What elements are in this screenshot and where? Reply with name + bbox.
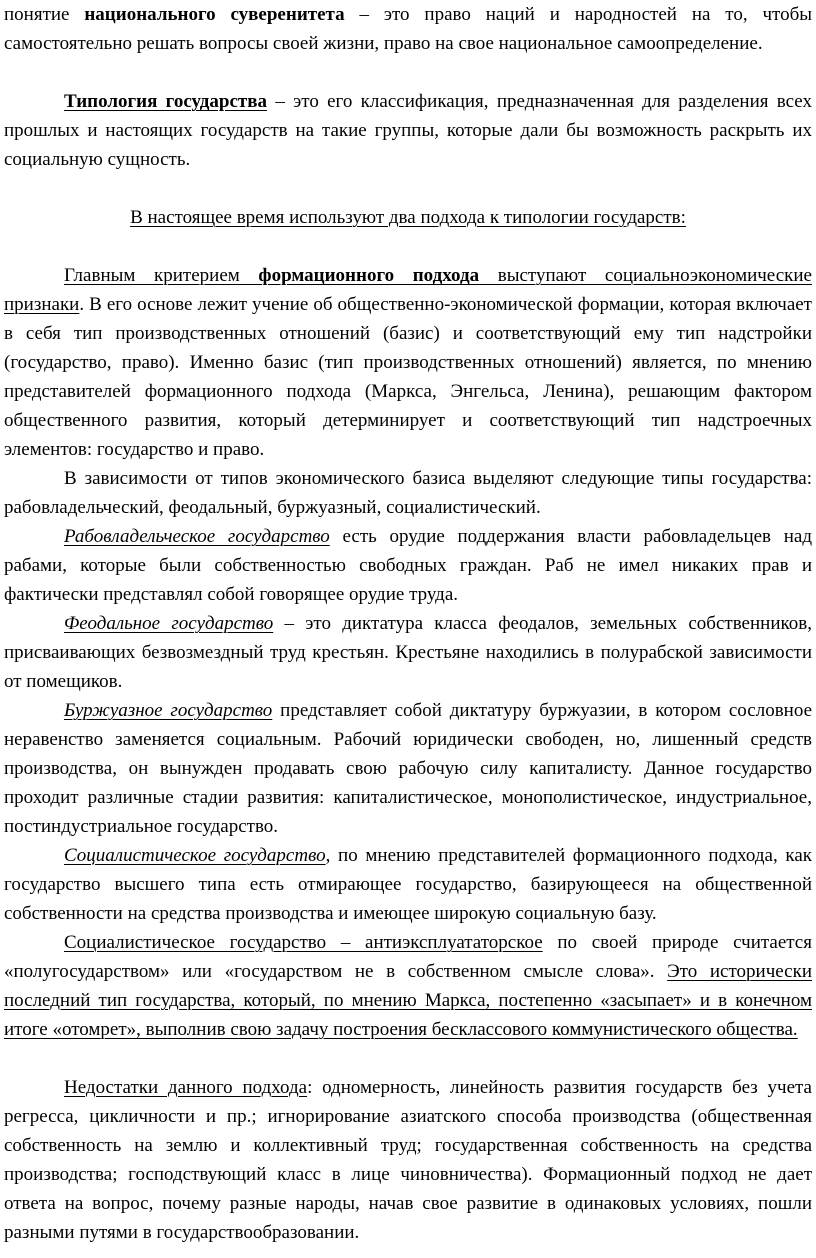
term-bourgeois-state: Буржуазное государство <box>64 700 273 721</box>
term-socialist-state: Социалистическое государство <box>64 845 326 866</box>
paragraph-drawbacks <box>4 1073 812 1247</box>
paragraph-socialist-state <box>4 841 812 928</box>
paragraph-slave-state <box>4 522 812 609</box>
paragraph-anti-exploitative <box>4 928 812 1044</box>
text-run: – это право наций и народностей на то, чтобы самостоятельно решать вопросы своей жизни, право на свое национальное самоопределение. <box>4 4 813 54</box>
text-run: , по мнению представителей формационного подхода, как государство высшего типа есть отмирающее государство, базирующееся на общественной собственности на средства производства и имеющее широкую социальную базу. <box>4 845 813 924</box>
text-run: Это исторически последний тип государства, который, по мнению Маркса, постепенно «засыпает» и в конечном итоге «отомрет», выполнив свою задачу построения бесклассового коммунистического общества. <box>4 961 812 1040</box>
paragraph-two-approaches <box>4 203 812 232</box>
paragraph-state-types <box>4 464 812 522</box>
term-slave-state: Рабовладельческое государство <box>64 526 330 547</box>
term-feudal-state: Феодальное государство <box>64 613 274 634</box>
paragraph-typology <box>4 87 812 174</box>
paragraph-formational-approach <box>4 261 812 464</box>
paragraph-feudal-state <box>4 609 812 696</box>
blank-line <box>4 174 812 203</box>
paragraph-sovereignty <box>4 0 812 58</box>
paragraph-bourgeois-state <box>4 696 812 841</box>
term-formational-approach: формационного подхода <box>258 265 480 286</box>
term-drawbacks: Недостатки данного подхода <box>64 1077 308 1098</box>
text-run: выступают социальноэкономические признаки <box>4 265 812 315</box>
text-run: Главным критерием <box>64 265 259 286</box>
text-run: есть орудие поддержания власти рабовладельцев над рабами, которые были собственностью свободных граждан. Раб не имел никаких прав и фактически представлял собой говорящее орудие труда. <box>4 526 812 605</box>
text-run: Социалистическое государство – антиэксплуататорское <box>64 932 543 953</box>
text-run: В настоящее время используют два подхода к типологии государств: <box>130 207 686 228</box>
text-run: : одномерность, линейность развития государств без учета регресса, цикличности и пр.; игнорирование азиатского способа производства (общественная собственность на землю и коллективный труд; государственная собственность на средства производства; господствующий класс в лице чиновничества). Формационный подход не дает ответа на вопрос, почему разные народы, начав свое развитие в одинаковых условиях, пошли разными путями в государствообразовании. <box>4 1077 812 1243</box>
blank-line <box>4 58 812 87</box>
text-run: – это его классификация, предназначенная для разделения всех прошлых и настоящих государств на такие группы, которые дали бы возможность раскрыть их социальную сущность. <box>4 91 812 170</box>
document-page <box>4 0 812 1247</box>
term-national-sovereignty: национального суверенитета <box>84 4 345 25</box>
text-run: – это диктатура класса феодалов, земельных собственников, присваивающих безвозмездный труд крестьян. Крестьяне находились в полурабской зависимости от помещиков. <box>4 613 812 692</box>
text-run: В зависимости от типов экономического базиса выделяют следующие типы государства: рабовладельческий, феодальный, буржуазный, социалистический. <box>4 468 812 518</box>
text-run: представляет собой диктатуру буржуазии, в котором сословное неравенство заменяется социальным. Рабочий юридически свободен, но, лишенный средств производства, он вынужден продавать свою рабочую силу капиталисту. Данное государство проходит различные стадии развития: капиталистическое, монополистическое, индустриальное, постиндустриальное государство. <box>4 700 812 837</box>
text-run: . В его основе лежит учение об общественно-экономической формации, которая включает в себя тип производственных отношений (базис) и соответствующий ему тип надстройки (государство, право). Именно базис (тип производственных отношений) является, по мнению представителей формационного подхода (Маркса, Энгельса, Ленина), решающим фактором общественного развития, который детерминирует и соответствующий тип надстроечных элементов: государство и право. <box>4 294 812 460</box>
text-run: понятие <box>4 4 85 25</box>
term-typology: Типология государства <box>64 91 268 112</box>
blank-line <box>4 232 812 261</box>
blank-line <box>4 1044 812 1073</box>
text-run: по своей природе считается «полугосударством» или «государством не в собственном смысле слова». <box>4 932 812 982</box>
